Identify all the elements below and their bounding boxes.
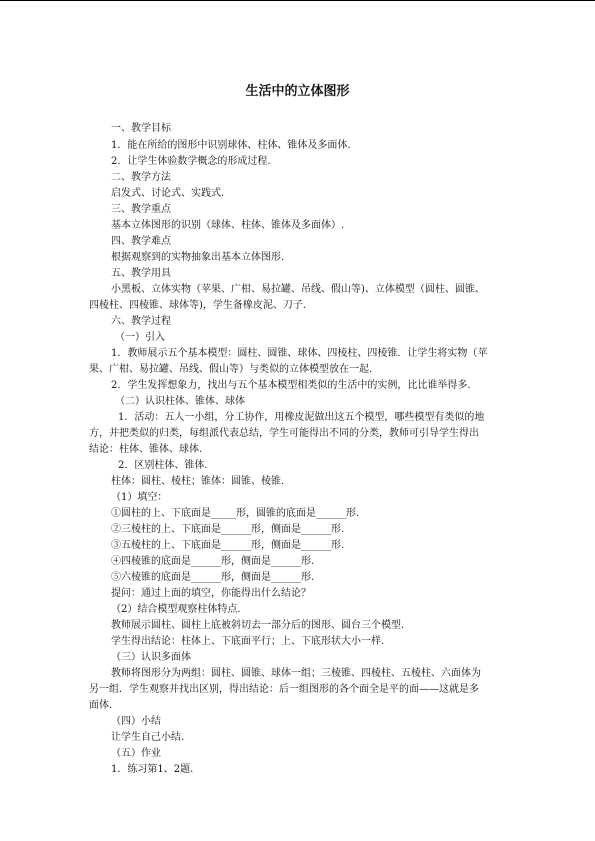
text-line: （三）认识多面体	[111, 652, 191, 663]
text-line: （四）小结	[111, 716, 161, 727]
text-line: 学生得出结论：柱体上、下底面平行；上、下底形状大小一样.	[111, 636, 385, 647]
text-line: ⑤六棱锥的底面是______形，侧面是______形.	[111, 572, 315, 583]
text-line: 2．学生发挥想象力，找出与五个基本模型相类似的生活中的实例，比比谁举得多.	[111, 380, 471, 391]
text-line: 让学生自己小结.	[111, 732, 185, 743]
text-line: 小黑板、立体实物（苹果、广柑、易拉罐、吊线、假山等)、立体模型（圆柱、圆锥、	[111, 284, 485, 295]
text-line: 基本立体图形的识别（球体、柱体、锥体及多面体）.	[111, 220, 345, 231]
text-line: 面体.	[89, 700, 113, 711]
text-line: 柱体：圆柱、棱柱；锥体：圆锥、棱锥.	[111, 476, 285, 487]
text-line: （2）结合模型观察柱体特点.	[111, 604, 241, 615]
text-line: 一、教学目标	[111, 123, 171, 134]
text-line: 启发式、讨论式、实践式.	[111, 188, 225, 199]
text-line: 2．让学生体验数学概念的形成过程.	[111, 156, 271, 167]
text-line: 2．区别柱体、锥体.	[118, 460, 208, 471]
text-line: 五、教学用具	[111, 268, 171, 279]
page-top-rule	[0, 0, 595, 1]
text-line: 另一组．学生观察并找出区别，得出结论：后一组图形的各个面全是平的面——这就是多	[89, 684, 479, 695]
text-line: ①圆柱的上、下底面是_____形，圆锥的底面是______形.	[111, 508, 360, 519]
text-line: （一）引入	[115, 332, 165, 343]
text-line: 1．活动：五人一小组，分工协作，用橡皮泥做出这五个模型，哪些模型有类似的地	[118, 412, 485, 423]
text-line: 1．练习第1、2题.	[111, 764, 194, 775]
text-line: 四、教学难点	[111, 236, 171, 247]
text-line: 四棱柱、四棱锥、球体等)，学生备橡皮泥、刀子.	[89, 300, 307, 311]
text-line: ④四棱锥的底面是______形，侧面是______形.	[111, 556, 315, 567]
text-line: 方，并把类似的归类，每组派代表总结，学生可能得出不同的分类，教师可引导学生得出	[89, 428, 479, 439]
text-line: 结论：柱体、锥体、球体.	[89, 444, 203, 455]
text-line: ③五棱柱的上、下底面是______形，侧面是______形.	[111, 540, 345, 551]
text-line: ②三棱柱的上、下底面是______形，侧面是______形.	[111, 524, 345, 535]
text-line: 根据观察到的实物抽象出基本立体图形.	[111, 252, 285, 263]
text-line: （五）作业	[111, 748, 161, 759]
text-line: 果、广柑、易拉罐、吊线、假山等）与类似的立体模型放在一起.	[89, 364, 373, 375]
text-line: （二）认识柱体、锥体、球体	[115, 396, 245, 407]
text-line: 1．能在所给的图形中识别球体、柱体、锥体及多面体.	[111, 140, 351, 151]
text-line: 提问：通过上面的填空，你能得出什么结论？	[111, 588, 311, 599]
text-line: 二、教学方法	[111, 172, 171, 183]
text-line: 教师展示圆柱、圆柱上底被斜切去一部分后的图形、圆台三个模型.	[111, 620, 405, 631]
text-line: 1．教师展示五个基本模型：圆柱、圆锥、球体、四棱柱、四棱锥．让学生将实物（苹	[111, 348, 488, 359]
text-line: 三、教学重点	[111, 204, 171, 215]
document-title: 生活中的立体图形	[245, 84, 350, 99]
text-line: （1）填空：	[111, 492, 168, 503]
text-line: 六、教学过程	[111, 316, 171, 327]
text-line: 教师将图形分为两组：圆柱、圆锥、球体一组；三棱锥、四棱柱、五棱柱、六面体为	[111, 668, 481, 679]
